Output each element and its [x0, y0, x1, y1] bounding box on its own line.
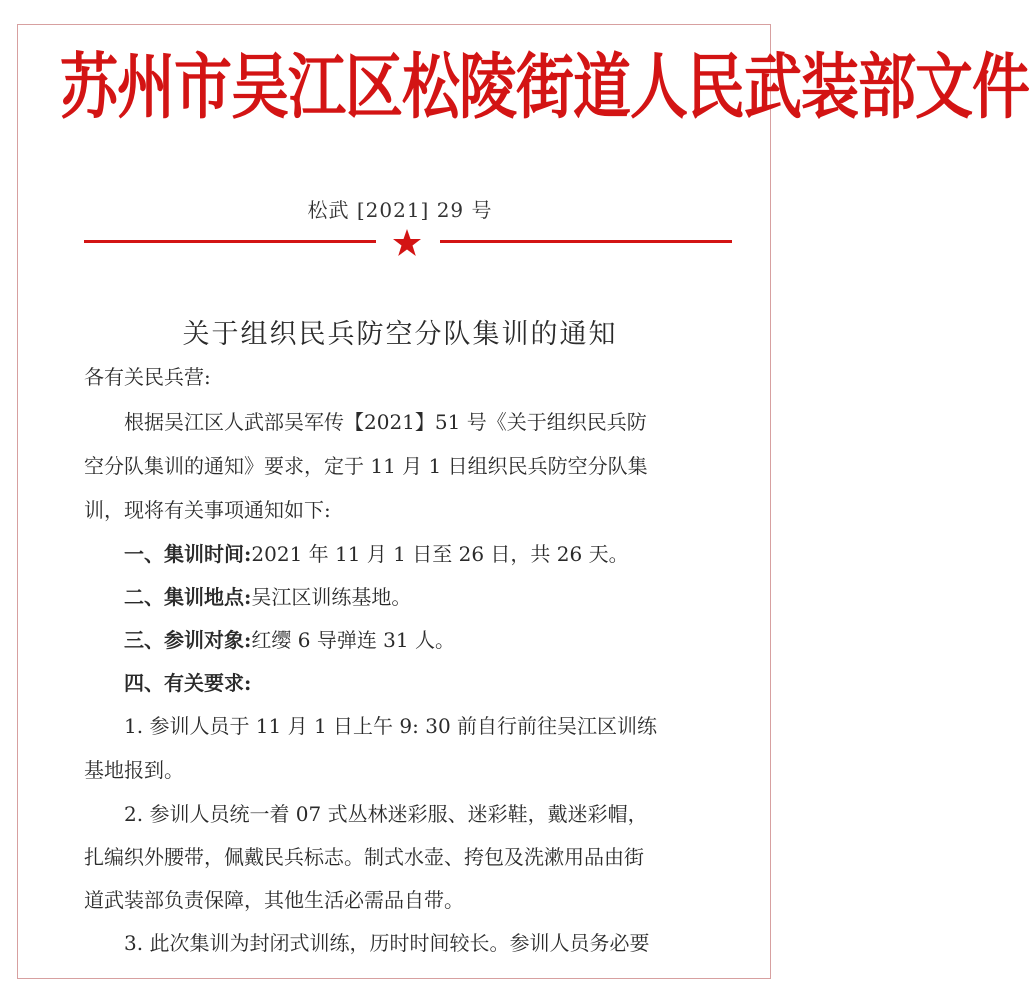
- item-participants: [124, 626, 455, 654]
- requirement-line-1: 1. 参训人员于 11 月 1 日上午 9: 30 前自行前往吴江区训练: [124, 714, 658, 738]
- document-number: 松武 [2021] 29 号: [307, 198, 493, 222]
- requirement-line-6: 3. 此次集训为封闭式训练，历时时间较长。参训人员务必要: [124, 931, 650, 955]
- item-training-time: [124, 540, 629, 568]
- requirement-line-2: 基地报到。: [84, 758, 184, 782]
- item-value: 红缨 6 导弹连 31 人。: [251, 628, 455, 652]
- intro-line-2: 空分队集训的通知》要求，定于 11 月 1 日组织民兵防空分队集: [84, 454, 648, 478]
- notice-title: 关于组织民兵防空分队集训的通知: [182, 319, 618, 350]
- intro-line-1: 根据吴江区人武部吴军传【2021】51 号《关于组织民兵防: [124, 410, 647, 434]
- item-label: 四、有关要求:: [124, 671, 252, 695]
- intro-line-3: 训，现将有关事项通知如下:: [84, 498, 331, 522]
- item-label: 一、集训时间:: [124, 542, 252, 566]
- requirement-line-5: 道武装部负责保障，其他生活必需品自带。: [84, 888, 464, 912]
- requirement-line-4: 扎编织外腰带，佩戴民兵标志。制式水壶、挎包及洗漱用品由街: [84, 845, 644, 869]
- red-star-icon: [392, 228, 422, 258]
- item-value: 2021 年 11 月 1 日至 26 日，共 26 天。: [251, 542, 629, 566]
- item-label: 二、集训地点:: [124, 585, 252, 609]
- item-label: 三、参训对象:: [124, 628, 252, 652]
- recipient-line: 各有关民兵营:: [84, 365, 211, 389]
- org-masthead: 苏州市吴江区松陵街道人民武装部文件: [60, 45, 1029, 129]
- red-rule-left: [84, 240, 376, 243]
- red-rule-right: [440, 240, 732, 243]
- item-value: 吴江区训练基地。: [251, 585, 412, 609]
- item-requirements: [124, 669, 251, 697]
- requirement-line-3: 2. 参训人员统一着 07 式丛林迷彩服、迷彩鞋，戴迷彩帽，: [124, 802, 648, 826]
- item-training-location: [124, 583, 411, 611]
